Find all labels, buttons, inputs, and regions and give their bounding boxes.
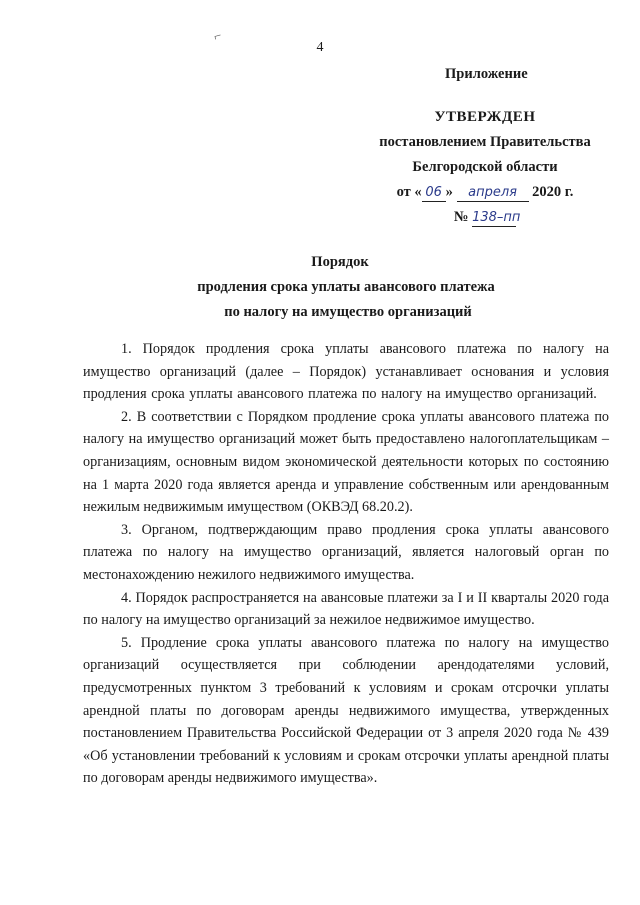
paragraph-4: 4. Порядок распространяется на авансовые платежи за I и II кварталы 2020 года по налогу на имущество организаций за нежилое недвижимое имущество. bbox=[83, 589, 609, 629]
document-body bbox=[83, 338, 609, 790]
title-line-2: продления срока уплаты авансового платежа bbox=[197, 279, 495, 295]
approval-block bbox=[360, 62, 610, 230]
appendix-label: Приложение bbox=[445, 66, 528, 82]
date-prefix: от « bbox=[396, 184, 422, 200]
paragraph-3: 3. Органом, подтверждающим право продления срока уплаты авансового платежа по налогу на имущество организаций, является налоговый орган по местонахождению нежилого недвижимого имущества. bbox=[83, 521, 609, 583]
region-line: Белгородской области bbox=[412, 159, 558, 175]
date-day-handwritten: 06 bbox=[422, 185, 446, 202]
title-line-3: по налогу на имущество организаций bbox=[224, 304, 472, 320]
number-value-handwritten: 138–пп bbox=[472, 210, 521, 225]
paragraph-5: 5. Продление срока уплаты авансового платежа по налогу на имущество организаций осуществляется при соблюдении арендодателями условий, предусмотренных пунктом 3 требований к условиям и срокам отсрочки уплаты арендной платы по договорам аренды недвижимого имущества, утвержденных постановлением Правительства Российской Федерации от 3 апреля 2020 года № 439 «Об установлении требований к условиям и срокам отсрочки уплаты арендной платы по договорам аренды недвижимого имущества». bbox=[83, 634, 609, 787]
approved-heading: УТВЕРЖДЕН bbox=[434, 109, 536, 125]
date-mid: » bbox=[445, 184, 453, 200]
scan-artifact-mark: ⌐ bbox=[212, 27, 224, 44]
title-line-1: Порядок bbox=[311, 254, 369, 270]
paragraph-2: 2. В соответствии с Порядком продление срока уплаты авансового платежа по налогу на имущество организаций может быть предоставлено налогоплательщикам – организациям, основным видом экономической деятельности которых по состоянию на 1 марта 2020 года является аренда и управление собственным или арендованным нежилым недвижимым имуществом (ОКВЭД 68.20.2). bbox=[83, 408, 609, 516]
date-month-handwritten: апреля bbox=[457, 185, 529, 202]
date-year: 2020 г. bbox=[532, 184, 574, 200]
page-number: 4 bbox=[316, 40, 324, 55]
approval-date bbox=[360, 180, 610, 205]
approved-by-line: постановлением Правительства bbox=[379, 134, 591, 150]
number-prefix: № bbox=[453, 209, 469, 225]
document-title bbox=[0, 250, 640, 325]
paragraph-1: 1. Порядок продления срока уплаты авансового платежа по налогу на имущество организаций (далее – Порядок) устанавливает основания и условия продления срока уплаты авансового платежа по налогу на имущество организаций. bbox=[83, 341, 609, 403]
approval-number bbox=[360, 205, 610, 230]
